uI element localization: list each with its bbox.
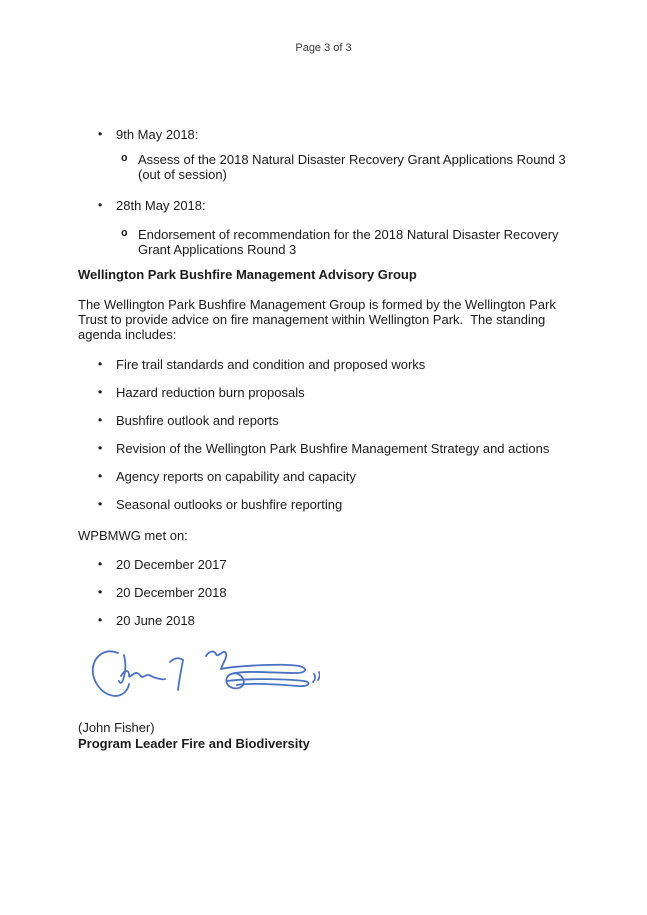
bullet-icon: • [98, 441, 103, 455]
signature-image [88, 641, 569, 705]
intro-line: The Wellington Park Bushfire Management Group is formed by the Wellington Park [78, 297, 556, 312]
signature-svg [88, 641, 320, 705]
signoff-title: Program Leader Fire and Biodiversity [78, 736, 310, 751]
meeting-detail-text [138, 152, 566, 182]
bullet-icon: • [98, 198, 103, 212]
agenda-item-text: Hazard reduction burn proposals [116, 385, 305, 400]
meeting-detail-text [138, 227, 559, 257]
bullet-icon: • [98, 613, 103, 627]
meeting-detail-line: Assess of the 2018 Natural Disaster Recovery Grant Applications Round 3 [138, 152, 566, 167]
sub-bullet-icon: o [121, 228, 128, 240]
bullet-icon: • [98, 127, 103, 141]
intro-line: Trust to provide advice on fire management within Wellington Park. The standing [78, 312, 546, 327]
agenda-item-text: Fire trail standards and condition and proposed works [116, 357, 426, 372]
intro-paragraph [78, 297, 569, 342]
bullet-icon: • [98, 585, 103, 599]
agenda-item-text: Agency reports on capability and capacity [116, 469, 356, 484]
meeting-date-text: 20 December 2017 [116, 557, 227, 572]
list-item [78, 127, 569, 142]
list-item [78, 613, 569, 628]
document-body [0, 127, 647, 752]
intro-line: agenda includes: [78, 327, 177, 342]
list-item [78, 557, 569, 572]
bullet-icon: • [98, 469, 103, 483]
list-item [78, 497, 569, 512]
list-item [78, 441, 569, 456]
sub-bullet-icon: o [121, 153, 128, 165]
meeting-detail-line: Grant Applications Round 3 [138, 242, 297, 257]
list-item [78, 198, 569, 213]
meeting-detail-line: Endorsement of recommendation for the 2018 Natural Disaster Recovery [138, 227, 559, 242]
meeting-date-text: 9th May 2018: [116, 127, 199, 142]
bullet-icon: • [98, 413, 103, 427]
list-item [78, 227, 569, 257]
agenda-item-text: Revision of the Wellington Park Bushfire Management Strategy and actions [116, 441, 550, 456]
section-heading: Wellington Park Bushfire Management Advisory Group [78, 267, 417, 282]
list-item [78, 357, 569, 372]
agenda-item-text: Seasonal outlooks or bushfire reporting [116, 497, 343, 512]
bullet-icon: • [98, 357, 103, 371]
meeting-detail-line: (out of session) [138, 167, 227, 182]
list-item [78, 385, 569, 400]
list-item [78, 152, 569, 182]
met-on-label: WPBMWG met on: [78, 528, 188, 543]
meeting-date-text: 20 June 2018 [116, 613, 195, 628]
list-item [78, 413, 569, 428]
page-number-label: Page 3 of 3 [295, 42, 352, 54]
page-number-header [0, 0, 647, 55]
meeting-date-text: 20 December 2018 [116, 585, 227, 600]
list-item [78, 585, 569, 600]
bullet-icon: • [98, 385, 103, 399]
bullet-icon: • [98, 497, 103, 511]
agenda-item-text: Bushfire outlook and reports [116, 413, 279, 428]
list-item [78, 469, 569, 484]
bullet-icon: • [98, 557, 103, 571]
signoff-name: (John Fisher) [78, 720, 155, 735]
meeting-date-text: 28th May 2018: [116, 198, 206, 213]
signature-strokes [93, 651, 320, 696]
